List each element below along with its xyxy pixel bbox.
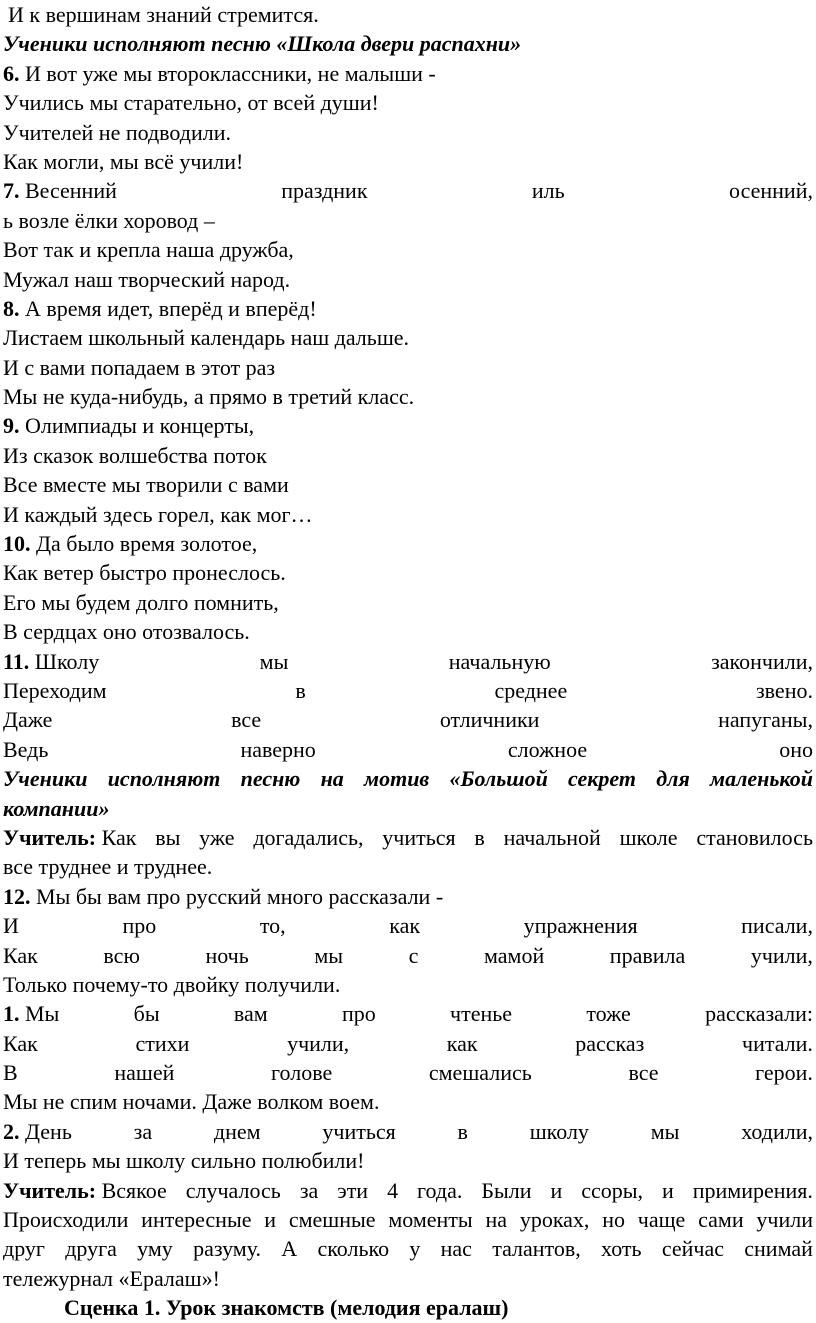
word: смешались xyxy=(428,1060,532,1086)
word: у xyxy=(409,1236,421,1262)
word: мамой xyxy=(483,942,545,968)
word: но xyxy=(602,1207,625,1233)
word: догадались, xyxy=(253,824,364,850)
word: и xyxy=(264,1207,277,1233)
word: Всякое xyxy=(101,1177,167,1203)
text-line xyxy=(0,118,816,147)
line-text: Мы не куда-нибудь, а прямо в третий класс. xyxy=(3,384,415,410)
word: Даже xyxy=(3,707,53,733)
text-line xyxy=(0,735,816,764)
direction-text: Ученики исполняют песню «Школа двери распахни» xyxy=(3,31,522,57)
word: за xyxy=(299,1177,319,1203)
direction-text: компании» xyxy=(3,795,110,821)
line-text: Мы бы вам про русский много рассказали - xyxy=(36,883,444,909)
word: учиться xyxy=(322,1118,396,1144)
numbered-verse-line xyxy=(0,647,816,676)
word: моменты xyxy=(388,1207,473,1233)
word: как xyxy=(446,1030,478,1056)
speaker-line xyxy=(0,823,816,852)
numbered-verse-line xyxy=(0,176,816,205)
word: случалось xyxy=(185,1177,281,1203)
line-text: Мы не спим ночами. Даже волком воем. xyxy=(3,1089,380,1115)
lead-group xyxy=(3,176,117,205)
text-line xyxy=(0,88,816,117)
numbered-verse-line xyxy=(0,999,816,1028)
text-line xyxy=(0,470,816,499)
word: вы xyxy=(155,824,181,850)
word: как xyxy=(389,913,421,939)
line-text: А время идет, вперёд и вперёд! xyxy=(25,295,317,321)
word: вам xyxy=(233,1001,268,1027)
word: всю xyxy=(103,942,140,968)
word: Происходили xyxy=(3,1207,129,1233)
word: учили, xyxy=(750,942,813,968)
word: писали, xyxy=(741,913,813,939)
text-line xyxy=(0,617,816,646)
word: звено. xyxy=(755,677,813,703)
word: с xyxy=(408,942,419,968)
word: В xyxy=(3,1060,18,1086)
text-line xyxy=(0,676,816,705)
word: года. xyxy=(417,1177,463,1203)
line-text: Из сказок волшебства поток xyxy=(3,442,267,468)
numbered-verse-line xyxy=(0,59,816,88)
word: про xyxy=(341,1001,376,1027)
word: ходили, xyxy=(741,1118,813,1144)
word: начальной xyxy=(503,824,601,850)
word: осенний, xyxy=(729,178,813,204)
word: школе xyxy=(619,824,678,850)
word: иль xyxy=(531,178,565,204)
text-line xyxy=(0,852,816,881)
word: то, xyxy=(259,913,286,939)
verse-number: 11. xyxy=(3,648,30,674)
word: смешные xyxy=(288,1207,376,1233)
text-line xyxy=(0,1234,816,1263)
text-line xyxy=(0,1029,816,1058)
text-line xyxy=(0,970,816,999)
word: нашей xyxy=(114,1060,175,1086)
word: Как xyxy=(3,1030,38,1056)
lead-group xyxy=(3,823,136,852)
verse-number: 8. xyxy=(3,295,20,321)
word: правила xyxy=(609,942,686,968)
word: напуганы, xyxy=(718,707,813,733)
lead-group xyxy=(3,647,99,676)
line-text: Листаем школьный календарь наш дальше. xyxy=(3,325,410,351)
word: для xyxy=(656,766,690,792)
text-line xyxy=(0,1058,816,1087)
word: Ведь xyxy=(3,736,49,762)
word: мы xyxy=(650,1118,680,1144)
word: все xyxy=(231,707,262,733)
numbered-verse-line xyxy=(0,411,816,440)
word: упражнения xyxy=(523,913,638,939)
word: маленькой xyxy=(710,766,813,792)
word: интересные xyxy=(141,1207,252,1233)
word: исполняют xyxy=(107,766,221,792)
verse-number: 1. xyxy=(3,1001,20,1027)
verse-number: 7. xyxy=(3,178,20,204)
verse-number: 12. xyxy=(3,883,31,909)
word: Весенний xyxy=(25,178,117,204)
text-line xyxy=(0,441,816,470)
speaker-label: Учитель: xyxy=(3,824,97,850)
word: уму xyxy=(137,1236,173,1262)
word: мы xyxy=(314,942,344,968)
line-text: Учителей не подводили. xyxy=(3,119,232,145)
line-text: И вот уже мы второклассники, не малыши - xyxy=(25,60,436,86)
word: друг xyxy=(3,1236,45,1262)
line-text: Его мы будем долго помнить, xyxy=(3,589,279,615)
word: в xyxy=(295,677,306,703)
text-line xyxy=(0,588,816,617)
word: ссоры, xyxy=(581,1177,644,1203)
word: за xyxy=(133,1118,153,1144)
word: учили, xyxy=(287,1030,350,1056)
line-text: И к вершинам знаний стремится. xyxy=(8,2,319,27)
line-text: Как могли, мы всё учили! xyxy=(3,148,244,174)
numbered-verse-line xyxy=(0,294,816,323)
word: чтенье xyxy=(450,1001,513,1027)
word: сложное xyxy=(507,736,588,762)
word: Как xyxy=(101,824,137,850)
word: сами xyxy=(698,1207,744,1233)
word: нас xyxy=(440,1236,472,1262)
word: разуму. xyxy=(193,1236,262,1262)
word: А xyxy=(281,1236,298,1262)
word: 4 xyxy=(387,1177,399,1203)
numbered-verse-line xyxy=(0,529,816,558)
text-line xyxy=(0,147,816,176)
text-line xyxy=(0,1264,816,1293)
word: школу xyxy=(529,1118,589,1144)
word: стихи xyxy=(135,1030,190,1056)
verse-number: 2. xyxy=(3,1118,20,1144)
verse-number: 6. xyxy=(3,60,20,86)
word: песню xyxy=(240,766,301,792)
verse-number: 9. xyxy=(3,413,20,439)
word: голове xyxy=(271,1060,333,1086)
text-line xyxy=(0,911,816,940)
stage-direction xyxy=(0,764,816,793)
text-line xyxy=(0,1087,816,1116)
text-line xyxy=(0,353,816,382)
word: эти xyxy=(337,1177,369,1203)
word: днем xyxy=(213,1118,261,1144)
word: герои. xyxy=(755,1060,813,1086)
word: читали. xyxy=(742,1030,813,1056)
line-text: Вот так и крепла наша дружба, xyxy=(3,237,294,263)
word: примирения. xyxy=(692,1177,813,1203)
word: бы xyxy=(133,1001,160,1027)
lead-group xyxy=(3,999,59,1028)
line-text: И каждый здесь горел, как мог… xyxy=(3,501,313,527)
word: мы xyxy=(259,648,289,674)
word: начальную xyxy=(448,648,551,674)
word: ночь xyxy=(205,942,249,968)
word: Ученики xyxy=(3,766,88,792)
text-line xyxy=(0,235,816,264)
word: закончили, xyxy=(711,648,813,674)
word: рассказ xyxy=(575,1030,645,1056)
line-text: И теперь мы школу сильно полюбили! xyxy=(3,1148,365,1174)
numbered-verse-line xyxy=(0,882,816,911)
text-line xyxy=(0,265,816,294)
word: среднее xyxy=(494,677,568,703)
speaker-line xyxy=(0,1176,816,1205)
word: сколько xyxy=(317,1236,390,1262)
word: на xyxy=(320,766,344,792)
line-text: Только почему-то двойку получили. xyxy=(3,971,341,997)
word: в xyxy=(474,824,485,850)
word: рассказали: xyxy=(705,1001,813,1027)
word: чаще xyxy=(637,1207,686,1233)
word: и xyxy=(550,1177,563,1203)
word: учили xyxy=(756,1207,813,1233)
word: друга xyxy=(65,1236,117,1262)
word: сейчас xyxy=(661,1236,724,1262)
word: Мы xyxy=(25,1001,60,1027)
word: учиться xyxy=(382,824,456,850)
stage-direction xyxy=(0,29,816,58)
text-line xyxy=(0,0,816,29)
text-line xyxy=(0,500,816,529)
word: все xyxy=(628,1060,659,1086)
word: Были xyxy=(481,1177,532,1203)
line-text: Все вместе мы творили с вами xyxy=(3,472,289,498)
word: День xyxy=(25,1118,72,1144)
word: тоже xyxy=(586,1001,631,1027)
word: отличники xyxy=(439,707,540,733)
lead-group xyxy=(3,1117,72,1146)
word: И xyxy=(3,913,19,939)
text-line xyxy=(0,1146,816,1175)
word: Переходим xyxy=(3,677,107,703)
word: секрет xyxy=(568,766,637,792)
numbered-verse-line xyxy=(0,1117,816,1146)
text-line xyxy=(0,206,816,235)
line-text: Мужал наш творческий народ. xyxy=(3,266,291,292)
word: талантов, xyxy=(492,1236,581,1262)
line-text: В сердцах оно отозвалось. xyxy=(3,619,250,645)
word: уроках, xyxy=(519,1207,590,1233)
word: снимай xyxy=(744,1236,813,1262)
text-line xyxy=(0,323,816,352)
text-line xyxy=(0,941,816,970)
word: Школу xyxy=(34,648,100,674)
word: хоть xyxy=(601,1236,642,1262)
speaker-label: Учитель: xyxy=(3,1177,97,1203)
word: становилось xyxy=(696,824,813,850)
word: оно xyxy=(779,736,813,762)
stage-direction xyxy=(0,794,816,823)
line-text: тележурнал «Ералаш»! xyxy=(3,1265,220,1291)
line-text: все труднее и труднее. xyxy=(3,854,213,880)
line-text: Как ветер быстро пронеслось. xyxy=(3,560,286,586)
text-line xyxy=(0,1205,816,1234)
text-line xyxy=(0,705,816,734)
word: «Большой xyxy=(449,766,548,792)
word: в xyxy=(457,1118,468,1144)
lead-group xyxy=(3,1176,167,1205)
line-text: И с вами попадаем в этот раз xyxy=(3,354,276,380)
scene-title: Сценка 1. Урок знакомств (мелодия ералаш) xyxy=(64,1295,509,1321)
verse-number: 10. xyxy=(3,531,31,557)
text-line xyxy=(0,382,816,411)
word: праздник xyxy=(281,178,368,204)
word: Как xyxy=(3,942,38,968)
word: и xyxy=(661,1177,674,1203)
line-text: Да было время золотое, xyxy=(36,531,258,557)
word: уже xyxy=(199,824,235,850)
word: про xyxy=(122,913,157,939)
text-line xyxy=(0,558,816,587)
line-text: ь возле ёлки хоровод – xyxy=(3,207,215,233)
word: на xyxy=(485,1207,508,1233)
line-text: Олимпиады и концерты, xyxy=(25,413,255,439)
line-text: Учились мы старательно, от всей души! xyxy=(3,90,379,116)
word: наверно xyxy=(240,736,316,762)
word: мотив xyxy=(364,766,430,792)
